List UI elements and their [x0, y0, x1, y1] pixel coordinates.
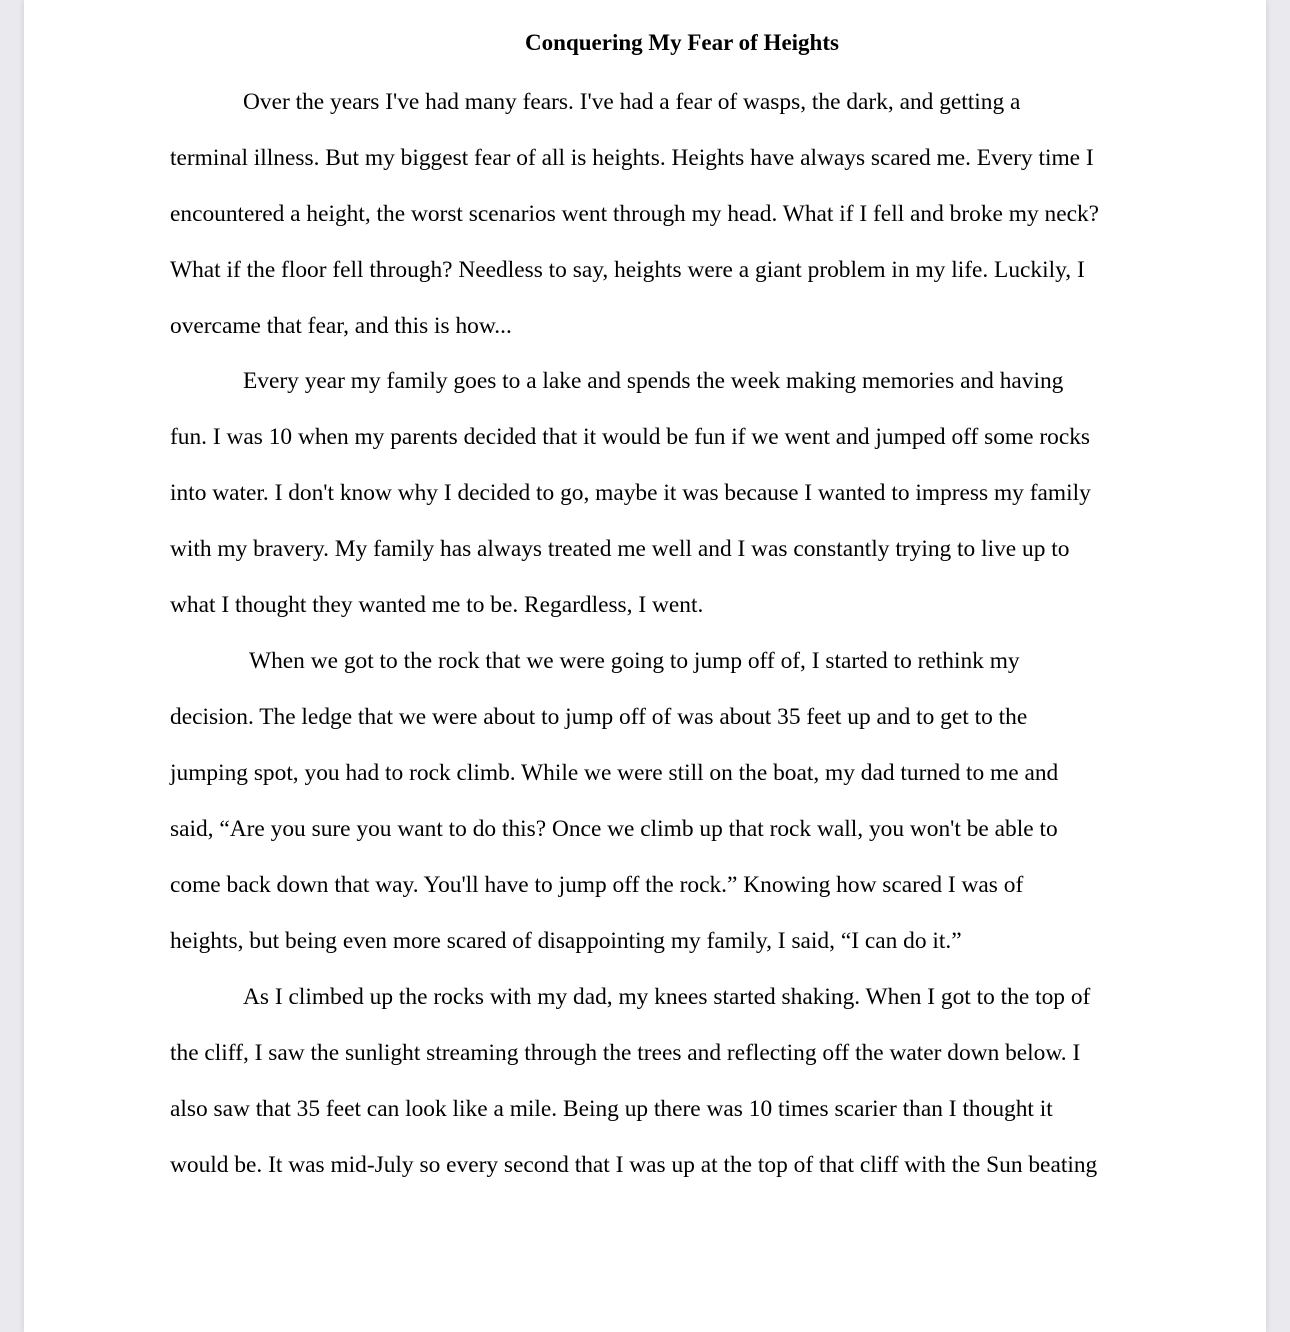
- paragraph-1-line-3: encountered a height, the worst scenarios went through my head. What if I fell and broke my neck?: [170, 201, 1100, 227]
- paragraph-2-line-2: fun. I was 10 when my parents decided that it would be fun if we went and jumped off some rocks: [170, 424, 1091, 450]
- paragraph-3-line-5: come back down that way. You'll have to jump off the rock.” Knowing how scared I was of: [170, 872, 1024, 898]
- paragraph-3-line-6: heights, but being even more scared of disappointing my family, I said, “I can do it.”: [170, 928, 962, 954]
- document-page: [24, 0, 1266, 1332]
- paragraph-1-line-5: overcame that fear, and this is how...: [170, 313, 512, 339]
- paragraph-4-line-1: As I climbed up the rocks with my dad, my knees started shaking. When I got to the top of: [243, 984, 1091, 1010]
- paragraph-2-line-4: with my bravery. My family has always treated me well and I was constantly trying to live up to: [170, 536, 1070, 562]
- paragraph-4-line-2: the cliff, I saw the sunlight streaming through the trees and reflecting off the water down below. I: [170, 1040, 1081, 1066]
- document-title: Conquering My Fear of Heights: [525, 30, 839, 55]
- paragraph-4-line-3: also saw that 35 feet can look like a mile. Being up there was 10 times scarier than I thought it: [170, 1096, 1053, 1122]
- paragraph-1-line-1: Over the years I've had many fears. I've had a fear of wasps, the dark, and getting a: [243, 89, 1021, 115]
- paragraph-3-line-3: jumping spot, you had to rock climb. While we were still on the boat, my dad turned to me and: [170, 760, 1059, 786]
- paragraph-3-line-4: said, “Are you sure you want to do this? Once we climb up that rock wall, you won't be able to: [170, 816, 1058, 842]
- paragraph-3-line-2: decision. The ledge that we were about to jump off of was about 35 feet up and to get to the: [170, 704, 1028, 730]
- paragraph-1-line-4: What if the floor fell through? Needless to say, heights were a giant problem in my life. Luckily, I: [170, 257, 1085, 283]
- paragraph-2-line-1: Every year my family goes to a lake and spends the week making memories and having: [243, 368, 1064, 394]
- paragraph-2-line-3: into water. I don't know why I decided to go, maybe it was because I wanted to impress my family: [170, 480, 1091, 506]
- paragraph-1-line-2: terminal illness. But my biggest fear of all is heights. Heights have always scared me. Every time I: [170, 145, 1094, 171]
- paragraph-3-line-1: When we got to the rock that we were going to jump off of, I started to rethink my: [249, 648, 1020, 674]
- paragraph-2-line-5: what I thought they wanted me to be. Regardless, I went.: [170, 592, 704, 618]
- paragraph-4-line-4: would be. It was mid-July so every second that I was up at the top of that cliff with the Sun beating: [170, 1152, 1098, 1178]
